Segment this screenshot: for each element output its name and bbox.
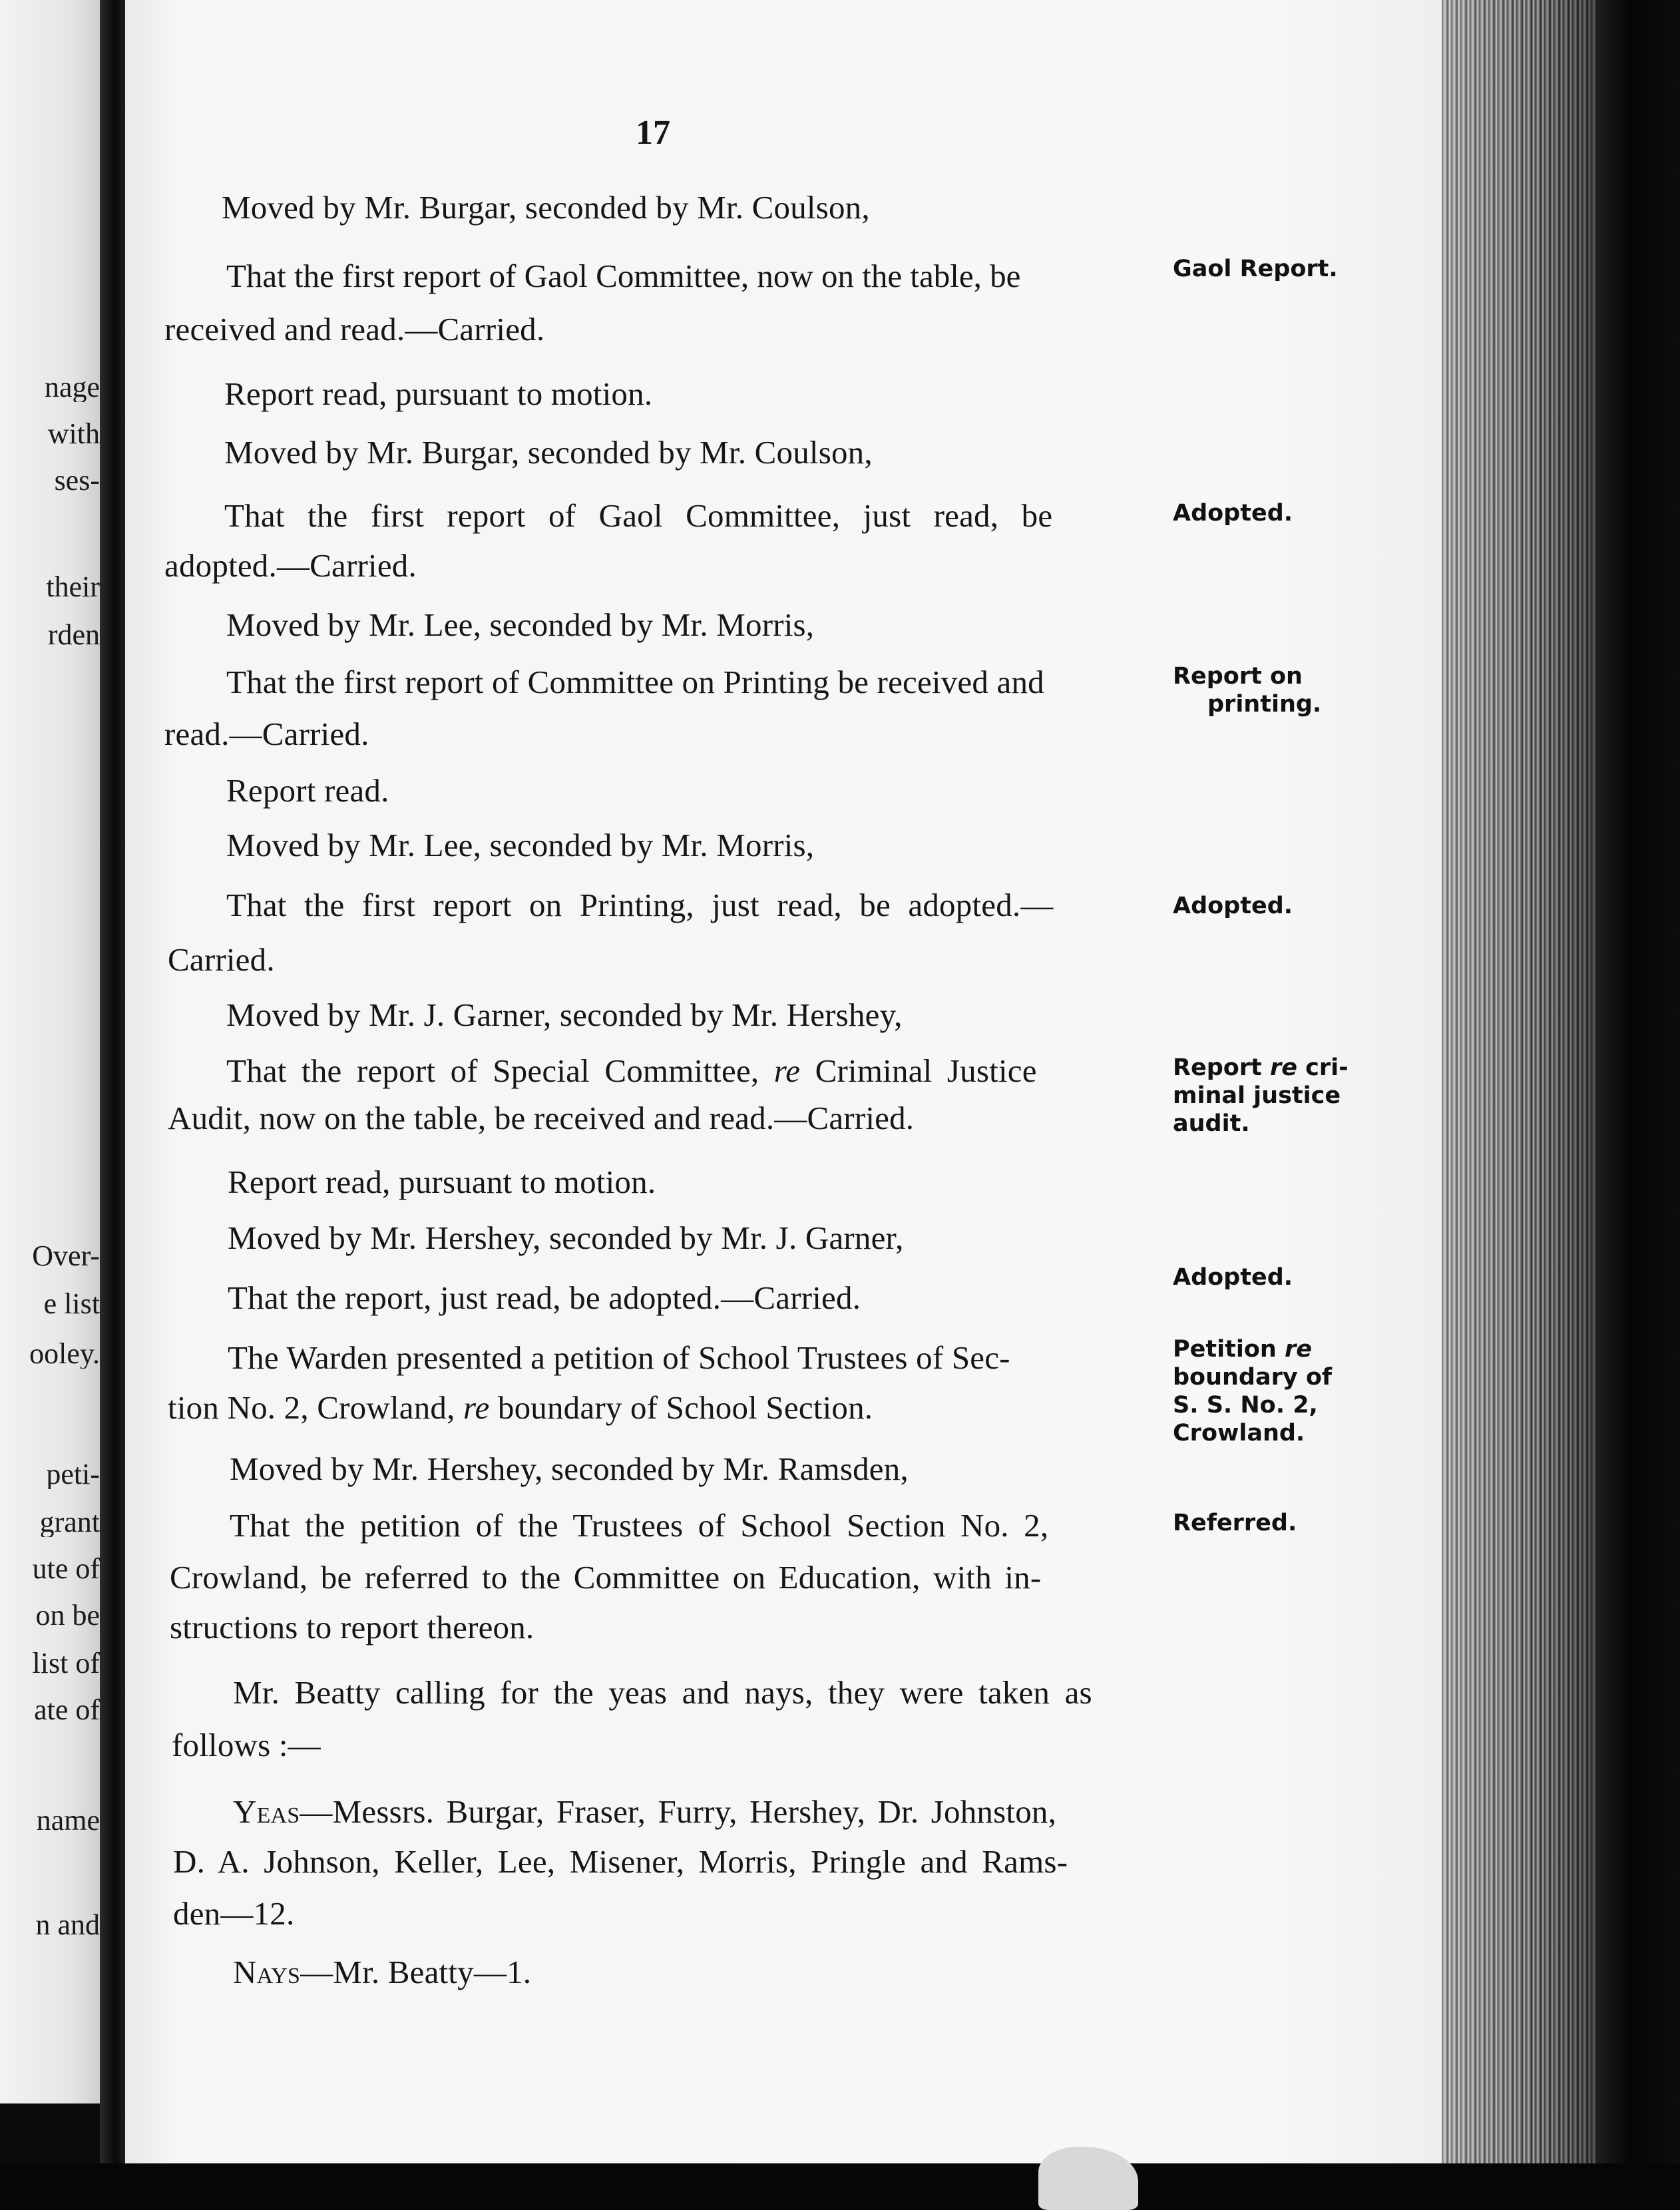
left-fragment: Over- [32, 1241, 100, 1271]
body-line-text: boundary of School Section. [497, 1389, 873, 1426]
book-gutter [100, 0, 125, 2210]
left-fragment: on be [35, 1601, 100, 1630]
body-line [226, 260, 1165, 292]
body-line: Moved by Mr. Lee, seconded by Mr. Morris, [226, 827, 815, 863]
body-line-text: Criminal Justice [815, 1052, 1037, 1089]
page-edges-shade [1442, 0, 1597, 2170]
left-fragment: e list [43, 1289, 100, 1319]
body-line: received and read.—Carried. [164, 311, 545, 347]
margin-note-line [1173, 1054, 1349, 1082]
body-line [226, 1054, 1037, 1087]
margin-note-line: printing. [1207, 691, 1322, 718]
margin-note [1173, 1335, 1332, 1447]
body-line: Report read. [226, 772, 389, 809]
body-line-italic: re [463, 1389, 490, 1426]
body-line: That the report, just read, be adopted.—Carried. [228, 1279, 861, 1316]
left-fragment: ooley. [29, 1339, 100, 1369]
left-fragment: name [36, 1806, 100, 1835]
body-line-text: —Messrs. Burgar, Fraser, Furry, Hershey, Dr. Johnston, [300, 1793, 1057, 1830]
margin-note: Adopted. [1173, 893, 1293, 919]
body-line: Moved by Mr. Hershey, seconded by Mr. Ramsden, [230, 1450, 909, 1487]
body-line: adopted.—Carried. [164, 547, 417, 584]
margin-note-line: boundary of [1173, 1364, 1333, 1391]
body-line-text: That the report of Special Committee, [226, 1052, 759, 1089]
margin-note-text: Report [1173, 1054, 1262, 1081]
body-line: Moved by Mr. Burgar, seconded by Mr. Coulson, [222, 189, 870, 226]
body-line: follows :— [172, 1727, 321, 1763]
body-line [233, 1956, 531, 1988]
body-line-text: —Mr. Beatty—1. [300, 1954, 532, 1990]
body-line: The Warden presented a petition of School Trustees of Sec- [228, 1339, 1010, 1376]
page-number: 17 [636, 114, 670, 152]
margin-note-line: Crowland. [1173, 1420, 1305, 1446]
body-line: That the first report on Printing, just read, be adopted.— [226, 887, 1054, 923]
margin-note-italic: re [1285, 1336, 1312, 1363]
left-fragment: nage [44, 373, 100, 402]
body-line [168, 1391, 873, 1424]
left-fragment: ate of [34, 1695, 100, 1725]
left-fragment: list of [32, 1649, 100, 1678]
body-line-italic: re [773, 1052, 801, 1089]
body-line: Report read, pursuant to motion. [224, 375, 653, 412]
left-fragment: ses- [54, 466, 100, 495]
margin-note-text: cri- [1305, 1054, 1349, 1081]
body-line: read.—Carried. [164, 716, 369, 752]
bottom-shadow [0, 2163, 1680, 2210]
left-fragment: with [47, 419, 100, 449]
book-spine-shadow [1597, 0, 1680, 2210]
left-fragment: peti- [46, 1460, 100, 1489]
margin-note [1173, 1054, 1349, 1138]
margin-note-italic: re [1269, 1054, 1297, 1081]
margin-note: Gaol Report. [1173, 256, 1338, 282]
body-line: Moved by Mr. Hershey, seconded by Mr. J. Garner, [228, 1219, 904, 1256]
margin-note: Adopted. [1173, 500, 1293, 527]
body-line: Audit, now on the table, be received and read.—Carried. [168, 1100, 915, 1136]
body-line: Crowland, be referred to the Committee on Education, with in- [170, 1559, 1042, 1596]
left-fragment: n and [35, 1910, 100, 1940]
body-line: structions to report thereon. [170, 1609, 534, 1646]
body-line: That the petition of the Trustees of School Section No. 2, [230, 1507, 1049, 1544]
margin-note-text: Petition [1173, 1336, 1277, 1363]
margin-note-line [1173, 1335, 1332, 1363]
body-line: Moved by Mr. Burgar, seconded by Mr. Coulson, [224, 434, 873, 471]
body-line: Report read, pursuant to motion. [228, 1164, 656, 1200]
body-line: D. A. Johnson, Keller, Lee, Misener, Morris, Pringle and Rams- [173, 1843, 1068, 1880]
margin-note: Referred. [1173, 1510, 1297, 1536]
nays-label: Nays [233, 1954, 301, 1990]
yeas-label: Yeas [233, 1793, 300, 1830]
margin-note-line: S. S. No. 2, [1173, 1392, 1318, 1419]
left-fragment: ute of [32, 1554, 100, 1584]
left-facing-page [0, 0, 100, 2103]
margin-note: Adopted. [1173, 1264, 1293, 1291]
left-fragment: their [46, 572, 100, 602]
left-fragment: rden [47, 620, 100, 650]
margin-note-line: audit. [1173, 1110, 1250, 1137]
body-line: Mr. Beatty calling for the yeas and nays, they were taken as [233, 1674, 1092, 1711]
body-line: den—12. [173, 1895, 295, 1932]
body-line: Carried. [168, 941, 275, 978]
body-line: That the first report of Committee on Printing be received and [226, 664, 1044, 700]
body-line: Moved by Mr. J. Garner, seconded by Mr. Hershey, [226, 996, 903, 1033]
left-fragment: grant [39, 1508, 100, 1537]
margin-note-line: minal justice [1173, 1082, 1341, 1109]
margin-note-line: Report on [1173, 663, 1303, 690]
body-line [233, 1795, 1056, 1828]
body-line-text: tion No. 2, Crowland, [168, 1389, 455, 1426]
margin-note [1173, 662, 1321, 718]
body-line: That the first report of Gaol Committee, just read, be [224, 497, 1053, 534]
body-line-text: That the first report of Gaol Committee, now on the table, be [226, 258, 1021, 294]
body-line: Moved by Mr. Lee, seconded by Mr. Morris, [226, 606, 815, 643]
